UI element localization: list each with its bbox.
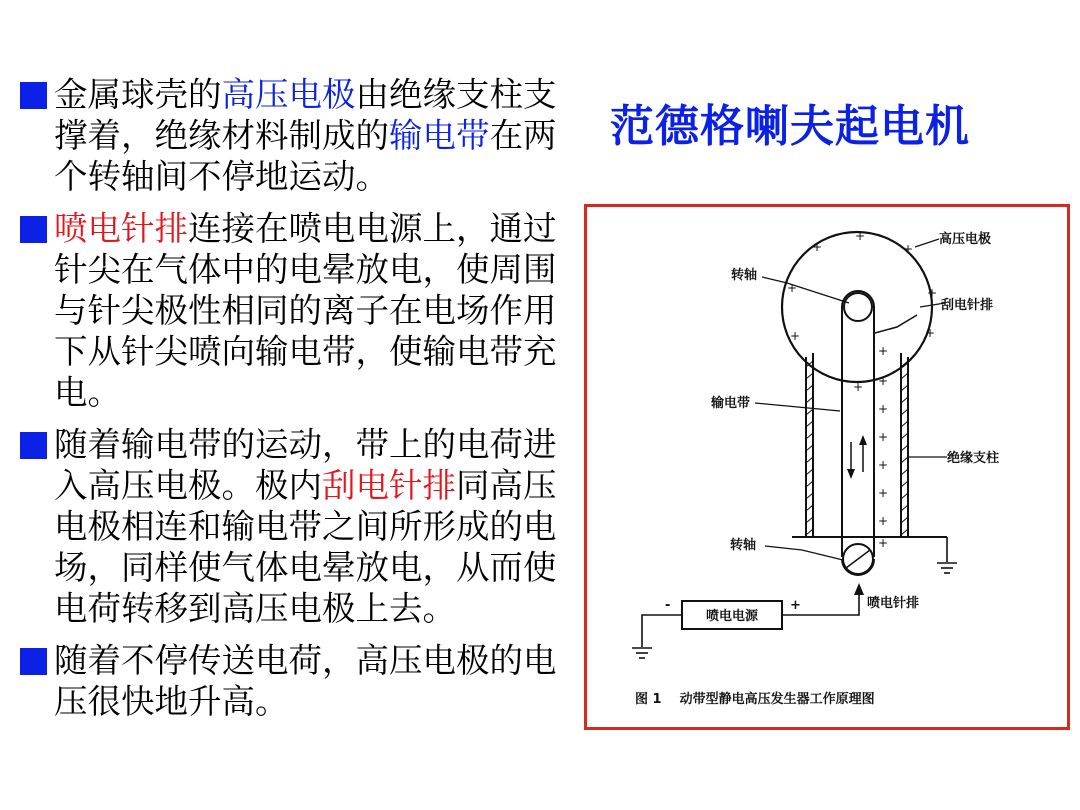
bullet-item (18, 640, 588, 722)
ground-icon (937, 537, 957, 573)
label-top-shaft: 转轴 (731, 268, 758, 283)
label-spray-comb: 喷电针排 (867, 596, 920, 611)
bullet-square-icon (20, 648, 47, 675)
bullet-text-run: 在两个转轴间不停地运动。 (54, 116, 557, 196)
svg-text:+: + (812, 240, 823, 254)
bullet-text-run: 连接在喷电电源上，通过针尖在气体中的电晕放电，使周围与针尖极性相同的离子在电场作用下从针尖喷向输电带，使输电带充电。 (54, 209, 557, 412)
highlighted-term: 刮电针排 (322, 466, 456, 505)
bullet-text-run: 同高压电极相连和输电带之间所形成的电场，同样使气体电晕放电，从而使电荷转移到高压电极上去。 (54, 466, 557, 628)
bullet-text-run: 由绝缘支柱支撑着，绝缘材料制成的 (54, 75, 557, 155)
bullet-text-run: 金属球壳的 (54, 75, 222, 114)
bullet-item (18, 208, 588, 413)
label-belt: 输电带 (711, 396, 751, 411)
top-comb-wire (875, 315, 917, 333)
insulating-column-right (901, 353, 908, 537)
bullet-text (54, 209, 557, 412)
bullet-text (54, 641, 557, 721)
belt-direction-arrows (847, 435, 867, 479)
bullet-square-icon (20, 216, 47, 243)
svg-text:+: + (927, 286, 938, 300)
svg-text:+: + (903, 242, 914, 256)
supply-wire-minus (642, 615, 682, 647)
charge-marks (787, 229, 937, 550)
bullet-text (54, 75, 557, 196)
bullet-list (18, 74, 588, 733)
svg-text:+: + (790, 329, 801, 343)
generator-diagram-figure (584, 204, 1070, 730)
svg-text:+: + (878, 374, 889, 388)
svg-text:+: + (878, 458, 889, 472)
svg-text:+: + (878, 514, 889, 528)
minus-sign: - (665, 598, 671, 613)
power-supply-label: 喷电电源 (705, 609, 759, 624)
svg-text:+: + (878, 344, 889, 358)
bullet-text-run: 随着不停传送电荷，高压电极的电压很快地升高。 (54, 641, 557, 721)
svg-text:+: + (878, 402, 889, 416)
top-pulley-icon (844, 293, 872, 321)
svg-text:+: + (925, 326, 936, 340)
highlighted-term: 输电带 (389, 116, 490, 155)
plus-sign: + (790, 598, 801, 613)
bullet-item (18, 424, 588, 629)
svg-text:+: + (878, 486, 889, 500)
svg-text:+: + (878, 430, 889, 444)
bullet-item (18, 74, 588, 197)
bullet-square-icon (20, 82, 47, 109)
svg-text:+: + (853, 380, 864, 394)
page-title: 范德格喇夫起电机 (610, 101, 970, 152)
svg-text:+: + (787, 281, 798, 295)
svg-text:+: + (878, 536, 889, 550)
highlighted-term: 喷电针排 (54, 209, 188, 248)
label-high-voltage-electrode: 高压电极 (939, 232, 992, 247)
figure-caption: 图 1 动带型静电高压发生器工作原理图 (635, 692, 875, 707)
highlighted-term: 高压电极 (221, 75, 356, 114)
ground-icon (632, 648, 652, 658)
label-bottom-shaft: 转轴 (730, 538, 757, 553)
generator-diagram (587, 207, 1067, 727)
insulating-column-left (806, 353, 813, 537)
label-collector-comb: 刮电针排 (941, 298, 994, 313)
bullet-text (54, 425, 557, 628)
bullet-square-icon (20, 432, 47, 459)
bullet-text-run: 随着输电带的运动，带上的电荷进入高压电极。极内 (54, 425, 557, 505)
svg-text:+: + (855, 229, 866, 243)
label-insulating-column: 绝缘支柱 (947, 451, 1000, 466)
